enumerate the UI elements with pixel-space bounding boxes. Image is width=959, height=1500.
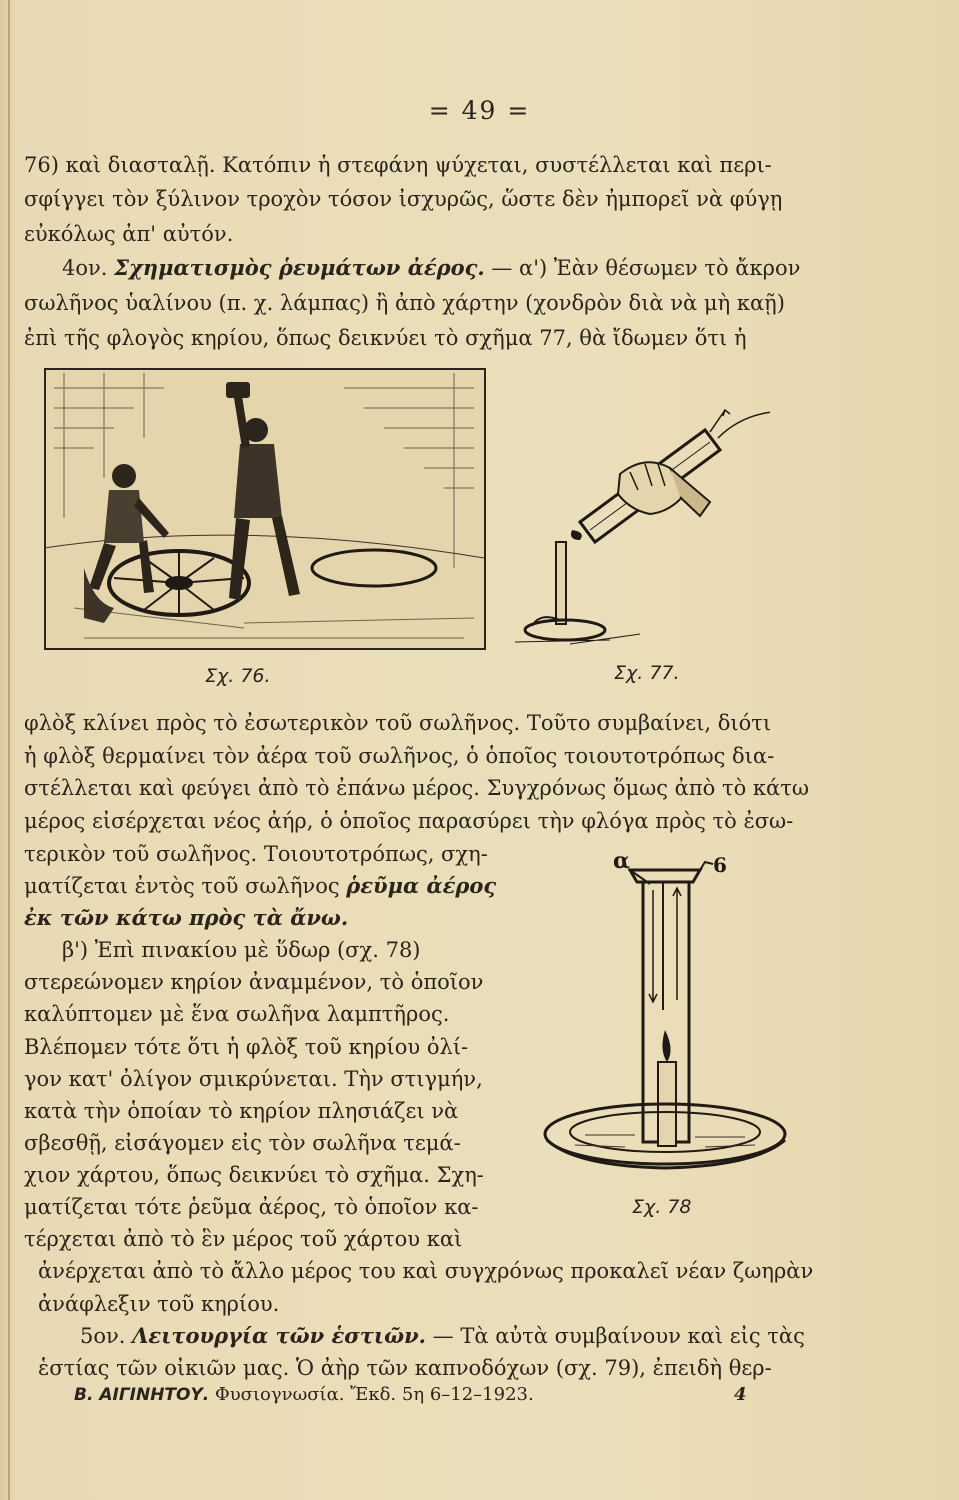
figure-78-caption: Σχ. 78 [632, 1196, 692, 1218]
text-line: σβεσθῇ, εἰσάγομεν εἰς τὸν σωλῆνα τεμά- [24, 1131, 461, 1155]
section-title: Λειτουργία τῶν ἑστιῶν. [132, 1323, 426, 1348]
text-line: ἑστίας τῶν οἰκιῶν μας. Ὁ ἀὴρ τῶν καπνοδόχων (σχ. 79), ἐπειδὴ θερ- [38, 1356, 772, 1380]
text-line: τερικὸν τοῦ σωλῆνος. Τοιουτοτρόπως, σχη- [24, 842, 488, 866]
emphasis-text: ῥεῦμα ἀέρος [346, 873, 497, 898]
text-line: ἀνάφλεξιν τοῦ κηρίου. [38, 1292, 280, 1316]
page-edge [8, 0, 10, 1500]
text-span: ματίζεται ἐντὸς τοῦ σωλῆνος [24, 874, 340, 898]
text-line: εὐκόλως ἀπ' αὐτόν. [24, 222, 234, 246]
page-number: = 49 = [428, 96, 531, 125]
text-line: φλὸξ κλίνει πρὸς τὸ ἐσωτερικὸν τοῦ σωλῆνος. Τοῦτο συμβαίνει, διότι [24, 711, 772, 735]
text-line: Βλέπομεν τότε ὅτι ἡ φλὸξ τοῦ κηρίου ὀλί- [24, 1035, 469, 1059]
figure-77-illustration [510, 402, 770, 652]
figure-78-illustration [535, 850, 805, 1190]
page-footer [74, 1384, 747, 1405]
text-line: στερεώνομεν κηρίον ἀναμμένον, τὸ ὁποῖον [24, 970, 484, 994]
text-line: σφίγγει τὸν ξύλινον τροχὸν τόσον ἰσχυρῶς, ὥστε δὲν ἠμπορεῖ νὰ φύγῃ [24, 187, 783, 211]
emphasis-line: ἐκ τῶν κάτω πρὸς τὰ ἄνω. [24, 905, 349, 930]
section-5-heading [80, 1323, 805, 1349]
text-line: καλύπτομεν μὲ ἕνα σωλῆνα λαμπτῆρος. [24, 1002, 450, 1026]
footer-signature: 4 [734, 1384, 747, 1405]
section-number: 5ον. [80, 1324, 126, 1348]
text-line: μέρος εἰσέρχεται νέος ἀήρ, ὁ ὁποῖος παρασύρει τὴν φλόγα πρὸς τὸ ἐσω- [24, 809, 794, 833]
text-line: γον κατ' ὀλίγον σμικρύνεται. Τὴν στιγμήν, [24, 1067, 483, 1091]
figure-76-caption: Σχ. 76. [205, 665, 271, 687]
footer-author: Β. ΑΙΓΙΝΗΤΟΥ. [74, 1385, 210, 1405]
text-line: στέλλεται καὶ φεύγει ἀπὸ τὸ ἐπάνω μέρος. Συγχρόνως ὅμως ἀπὸ τὸ κάτω [24, 776, 809, 800]
footer-info: Φυσιογνωσία. Ἔκδ. 5η 6–12–1923. [214, 1384, 534, 1405]
figure-76-illustration [44, 368, 486, 650]
section-title: Σχηματισμὸς ῥευμάτων ἀέρος. [114, 255, 485, 280]
figure-77-caption: Σχ. 77. [614, 662, 680, 684]
section-4-heading [62, 255, 800, 281]
text-line: κατὰ τὴν ὁποίαν τὸ κηρίον πλησιάζει νὰ [24, 1099, 459, 1123]
section-number: 4ον. [62, 256, 108, 280]
text-line: σωλῆνος ὑαλίνου (π. χ. λάμπας) ἢ ἀπὸ χάρτην (χονδρὸν διὰ νὰ μὴ καῇ) [24, 291, 785, 315]
section-heading-rest: — Τὰ αὐτὰ συμβαίνουν καὶ εἰς τὰς [432, 1324, 805, 1348]
text-line: ἀνέρχεται ἀπὸ τὸ ἄλλο μέρος του καὶ συγχρόνως προκαλεῖ νέαν ζωηρὰν [38, 1259, 814, 1283]
text-line: β') Ἐπὶ πινακίου μὲ ὕδωρ (σχ. 78) [62, 938, 421, 962]
text-line: 76) καὶ διασταλῇ. Κατόπιν ἡ στεφάνη ψύχεται, συστέλλεται καὶ περι- [24, 153, 772, 177]
text-line: ματίζεται τότε ῥεῦμα ἀέρος, τὸ ὁποῖον κα- [24, 1195, 479, 1219]
text-line [24, 873, 496, 899]
text-line: τέρχεται ἀπὸ τὸ ἓν μέρος τοῦ χάρτου καὶ [24, 1227, 463, 1251]
section-heading-rest: — α') Ἐὰν θέσωμεν τὸ ἄκρον [491, 256, 801, 280]
figure-78-label-b: 6 [713, 853, 727, 877]
text-line: χιον χάρτου, ὅπως δεικνύει τὸ σχῆμα. Σχη- [24, 1163, 484, 1187]
figure-78-label-a: α [613, 850, 630, 874]
text-line: ἡ φλὸξ θερμαίνει τὸν ἀέρα τοῦ σωλῆνος, ὁ ὁποῖος τοιουτοτρόπως δια- [24, 744, 775, 768]
text-line: ἐπὶ τῆς φλογὸς κηρίου, ὅπως δεικνύει τὸ σχῆμα 77, θὰ ἴδωμεν ὅτι ἡ [24, 326, 747, 350]
